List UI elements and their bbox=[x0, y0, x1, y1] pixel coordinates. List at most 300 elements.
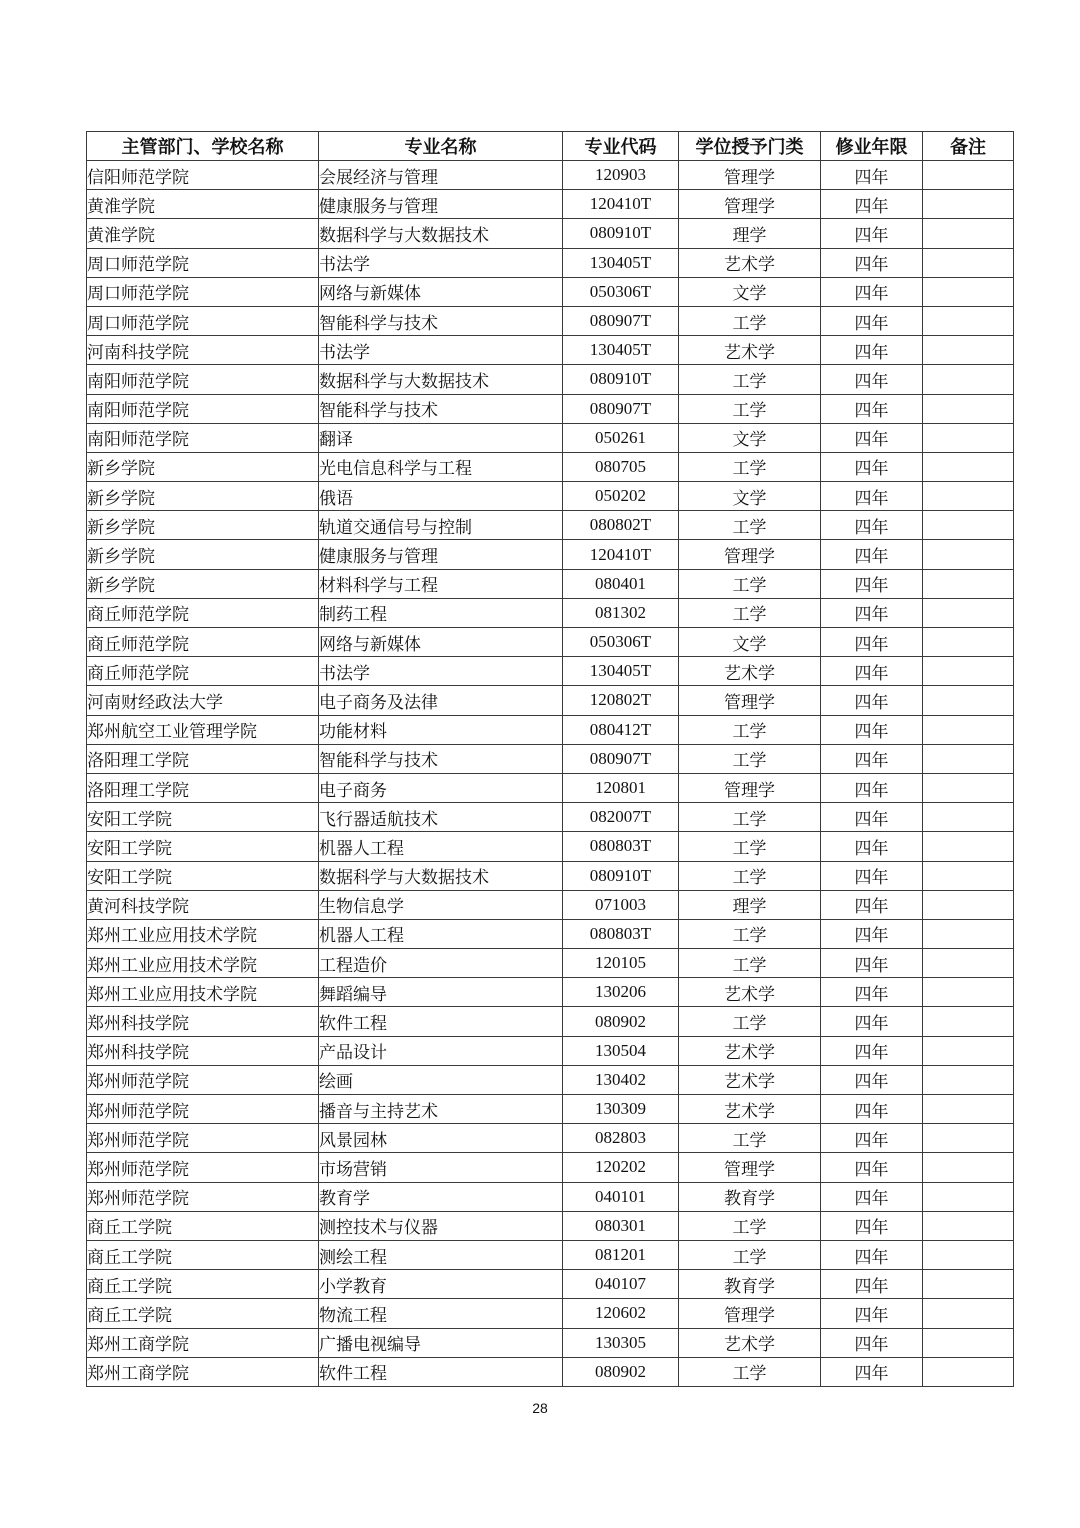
cell-degree-category: 工学 bbox=[679, 1240, 821, 1269]
cell-degree-category: 艺术学 bbox=[679, 1036, 821, 1065]
cell-major-name: 测控技术与仪器 bbox=[319, 1211, 563, 1240]
cell-study-years: 四年 bbox=[821, 1328, 923, 1357]
cell-major-code: 082007T bbox=[563, 803, 679, 832]
header-code: 专业代码 bbox=[563, 132, 679, 161]
cell-major-name: 电子商务及法律 bbox=[319, 686, 563, 715]
cell-study-years: 四年 bbox=[821, 1036, 923, 1065]
cell-study-years: 四年 bbox=[821, 336, 923, 365]
cell-degree-category: 工学 bbox=[679, 452, 821, 481]
table-row bbox=[87, 803, 1014, 832]
majors-table bbox=[86, 131, 1014, 1387]
cell-major-code: 080910T bbox=[563, 861, 679, 890]
cell-note bbox=[923, 482, 1014, 511]
cell-note bbox=[923, 1065, 1014, 1094]
cell-degree-category: 艺术学 bbox=[679, 1095, 821, 1124]
cell-school: 周口师范学院 bbox=[87, 248, 319, 277]
cell-degree-category: 教育学 bbox=[679, 1270, 821, 1299]
cell-note bbox=[923, 540, 1014, 569]
header-degree: 学位授予门类 bbox=[679, 132, 821, 161]
cell-school: 郑州科技学院 bbox=[87, 1007, 319, 1036]
cell-major-code: 080902 bbox=[563, 1007, 679, 1036]
cell-school: 南阳师范学院 bbox=[87, 394, 319, 423]
cell-study-years: 四年 bbox=[821, 452, 923, 481]
cell-major-name: 风景园林 bbox=[319, 1124, 563, 1153]
cell-degree-category: 工学 bbox=[679, 1007, 821, 1036]
table-row bbox=[87, 1007, 1014, 1036]
cell-study-years: 四年 bbox=[821, 598, 923, 627]
cell-note bbox=[923, 336, 1014, 365]
cell-degree-category: 工学 bbox=[679, 803, 821, 832]
cell-degree-category: 文学 bbox=[679, 628, 821, 657]
cell-school: 郑州师范学院 bbox=[87, 1124, 319, 1153]
cell-major-name: 材料科学与工程 bbox=[319, 569, 563, 598]
cell-note bbox=[923, 1357, 1014, 1386]
cell-school: 洛阳理工学院 bbox=[87, 773, 319, 802]
cell-note bbox=[923, 511, 1014, 540]
cell-major-name: 数据科学与大数据技术 bbox=[319, 861, 563, 890]
table-row bbox=[87, 365, 1014, 394]
cell-school: 新乡学院 bbox=[87, 482, 319, 511]
cell-school: 郑州工业应用技术学院 bbox=[87, 919, 319, 948]
cell-note bbox=[923, 832, 1014, 861]
cell-major-name: 工程造价 bbox=[319, 949, 563, 978]
table-row bbox=[87, 890, 1014, 919]
header-major: 专业名称 bbox=[319, 132, 563, 161]
cell-school: 安阳工学院 bbox=[87, 832, 319, 861]
cell-school: 新乡学院 bbox=[87, 540, 319, 569]
cell-major-code: 080301 bbox=[563, 1211, 679, 1240]
table-row bbox=[87, 598, 1014, 627]
cell-major-name: 书法学 bbox=[319, 336, 563, 365]
cell-study-years: 四年 bbox=[821, 949, 923, 978]
cell-note bbox=[923, 715, 1014, 744]
cell-major-code: 080910T bbox=[563, 365, 679, 394]
cell-major-code: 120602 bbox=[563, 1299, 679, 1328]
cell-study-years: 四年 bbox=[821, 1153, 923, 1182]
cell-major-name: 会展经济与管理 bbox=[319, 161, 563, 190]
cell-major-code: 080401 bbox=[563, 569, 679, 598]
header-note: 备注 bbox=[923, 132, 1014, 161]
cell-degree-category: 工学 bbox=[679, 1211, 821, 1240]
cell-study-years: 四年 bbox=[821, 482, 923, 511]
cell-degree-category: 管理学 bbox=[679, 161, 821, 190]
cell-degree-category: 工学 bbox=[679, 598, 821, 627]
cell-study-years: 四年 bbox=[821, 832, 923, 861]
cell-major-code: 080803T bbox=[563, 919, 679, 948]
table-row bbox=[87, 1211, 1014, 1240]
cell-degree-category: 管理学 bbox=[679, 1153, 821, 1182]
cell-note bbox=[923, 1299, 1014, 1328]
cell-study-years: 四年 bbox=[821, 978, 923, 1007]
cell-school: 郑州工业应用技术学院 bbox=[87, 949, 319, 978]
cell-school: 信阳师范学院 bbox=[87, 161, 319, 190]
table-row bbox=[87, 919, 1014, 948]
table-row bbox=[87, 1299, 1014, 1328]
cell-degree-category: 管理学 bbox=[679, 1299, 821, 1328]
cell-major-name: 智能科学与技术 bbox=[319, 306, 563, 335]
cell-major-code: 120802T bbox=[563, 686, 679, 715]
table-row bbox=[87, 190, 1014, 219]
cell-note bbox=[923, 803, 1014, 832]
cell-major-name: 数据科学与大数据技术 bbox=[319, 219, 563, 248]
cell-major-name: 测绘工程 bbox=[319, 1240, 563, 1269]
cell-school: 商丘工学院 bbox=[87, 1299, 319, 1328]
cell-degree-category: 管理学 bbox=[679, 773, 821, 802]
cell-major-name: 舞蹈编导 bbox=[319, 978, 563, 1007]
cell-study-years: 四年 bbox=[821, 1182, 923, 1211]
cell-major-code: 040101 bbox=[563, 1182, 679, 1211]
table-row bbox=[87, 482, 1014, 511]
cell-major-code: 050202 bbox=[563, 482, 679, 511]
cell-major-name: 飞行器适航技术 bbox=[319, 803, 563, 832]
cell-major-name: 软件工程 bbox=[319, 1007, 563, 1036]
cell-school: 安阳工学院 bbox=[87, 803, 319, 832]
cell-school: 黄淮学院 bbox=[87, 190, 319, 219]
table-row bbox=[87, 1065, 1014, 1094]
cell-school: 郑州工商学院 bbox=[87, 1328, 319, 1357]
table-row bbox=[87, 773, 1014, 802]
cell-major-name: 健康服务与管理 bbox=[319, 540, 563, 569]
cell-school: 商丘师范学院 bbox=[87, 598, 319, 627]
cell-major-name: 软件工程 bbox=[319, 1357, 563, 1386]
cell-degree-category: 艺术学 bbox=[679, 978, 821, 1007]
cell-degree-category: 工学 bbox=[679, 569, 821, 598]
cell-degree-category: 艺术学 bbox=[679, 336, 821, 365]
cell-note bbox=[923, 1007, 1014, 1036]
cell-note bbox=[923, 1328, 1014, 1357]
cell-degree-category: 管理学 bbox=[679, 540, 821, 569]
cell-note bbox=[923, 277, 1014, 306]
cell-degree-category: 文学 bbox=[679, 277, 821, 306]
cell-study-years: 四年 bbox=[821, 1007, 923, 1036]
table-row bbox=[87, 248, 1014, 277]
cell-note bbox=[923, 1211, 1014, 1240]
cell-study-years: 四年 bbox=[821, 569, 923, 598]
cell-major-code: 081201 bbox=[563, 1240, 679, 1269]
cell-school: 商丘工学院 bbox=[87, 1240, 319, 1269]
cell-major-code: 120105 bbox=[563, 949, 679, 978]
cell-school: 郑州师范学院 bbox=[87, 1182, 319, 1211]
cell-study-years: 四年 bbox=[821, 1270, 923, 1299]
table-row bbox=[87, 657, 1014, 686]
cell-major-name: 制药工程 bbox=[319, 598, 563, 627]
cell-major-name: 机器人工程 bbox=[319, 832, 563, 861]
cell-study-years: 四年 bbox=[821, 773, 923, 802]
table-row bbox=[87, 628, 1014, 657]
cell-study-years: 四年 bbox=[821, 919, 923, 948]
cell-major-code: 130206 bbox=[563, 978, 679, 1007]
table-row bbox=[87, 540, 1014, 569]
cell-major-name: 健康服务与管理 bbox=[319, 190, 563, 219]
cell-school: 郑州航空工业管理学院 bbox=[87, 715, 319, 744]
cell-major-code: 120410T bbox=[563, 540, 679, 569]
table-row bbox=[87, 1357, 1014, 1386]
cell-school: 郑州师范学院 bbox=[87, 1153, 319, 1182]
table-row bbox=[87, 861, 1014, 890]
cell-degree-category: 工学 bbox=[679, 832, 821, 861]
cell-major-code: 081302 bbox=[563, 598, 679, 627]
cell-note bbox=[923, 248, 1014, 277]
cell-study-years: 四年 bbox=[821, 1357, 923, 1386]
table-header-row bbox=[87, 132, 1014, 161]
cell-major-name: 绘画 bbox=[319, 1065, 563, 1094]
cell-note bbox=[923, 744, 1014, 773]
cell-major-name: 书法学 bbox=[319, 248, 563, 277]
table-row bbox=[87, 949, 1014, 978]
cell-study-years: 四年 bbox=[821, 715, 923, 744]
cell-note bbox=[923, 686, 1014, 715]
cell-study-years: 四年 bbox=[821, 306, 923, 335]
table-row bbox=[87, 336, 1014, 365]
cell-major-name: 生物信息学 bbox=[319, 890, 563, 919]
cell-major-name: 机器人工程 bbox=[319, 919, 563, 948]
cell-note bbox=[923, 773, 1014, 802]
cell-study-years: 四年 bbox=[821, 365, 923, 394]
cell-study-years: 四年 bbox=[821, 394, 923, 423]
cell-school: 新乡学院 bbox=[87, 569, 319, 598]
cell-school: 南阳师范学院 bbox=[87, 423, 319, 452]
cell-major-code: 040107 bbox=[563, 1270, 679, 1299]
cell-note bbox=[923, 1240, 1014, 1269]
table-row bbox=[87, 1328, 1014, 1357]
table-row bbox=[87, 219, 1014, 248]
cell-study-years: 四年 bbox=[821, 511, 923, 540]
cell-school: 新乡学院 bbox=[87, 511, 319, 540]
cell-note bbox=[923, 190, 1014, 219]
cell-study-years: 四年 bbox=[821, 248, 923, 277]
cell-school: 商丘师范学院 bbox=[87, 628, 319, 657]
cell-major-name: 产品设计 bbox=[319, 1036, 563, 1065]
cell-degree-category: 艺术学 bbox=[679, 248, 821, 277]
cell-major-name: 市场营销 bbox=[319, 1153, 563, 1182]
cell-study-years: 四年 bbox=[821, 1240, 923, 1269]
cell-major-name: 翻译 bbox=[319, 423, 563, 452]
cell-note bbox=[923, 1124, 1014, 1153]
cell-major-code: 120410T bbox=[563, 190, 679, 219]
cell-major-name: 电子商务 bbox=[319, 773, 563, 802]
table-row bbox=[87, 306, 1014, 335]
cell-school: 郑州工商学院 bbox=[87, 1357, 319, 1386]
table-row bbox=[87, 832, 1014, 861]
table-row bbox=[87, 1036, 1014, 1065]
cell-major-name: 广播电视编导 bbox=[319, 1328, 563, 1357]
cell-school: 周口师范学院 bbox=[87, 306, 319, 335]
cell-note bbox=[923, 452, 1014, 481]
cell-major-name: 网络与新媒体 bbox=[319, 277, 563, 306]
cell-study-years: 四年 bbox=[821, 1299, 923, 1328]
cell-major-code: 130405T bbox=[563, 248, 679, 277]
table-row bbox=[87, 1124, 1014, 1153]
cell-school: 河南科技学院 bbox=[87, 336, 319, 365]
table-row bbox=[87, 1153, 1014, 1182]
cell-school: 郑州工业应用技术学院 bbox=[87, 978, 319, 1007]
cell-school: 黄淮学院 bbox=[87, 219, 319, 248]
cell-study-years: 四年 bbox=[821, 277, 923, 306]
cell-study-years: 四年 bbox=[821, 744, 923, 773]
table-row bbox=[87, 569, 1014, 598]
table-row bbox=[87, 423, 1014, 452]
cell-study-years: 四年 bbox=[821, 423, 923, 452]
cell-major-code: 080907T bbox=[563, 306, 679, 335]
table-row bbox=[87, 161, 1014, 190]
cell-study-years: 四年 bbox=[821, 628, 923, 657]
cell-major-name: 功能材料 bbox=[319, 715, 563, 744]
cell-note bbox=[923, 365, 1014, 394]
cell-study-years: 四年 bbox=[821, 861, 923, 890]
table-row bbox=[87, 1182, 1014, 1211]
cell-major-code: 050261 bbox=[563, 423, 679, 452]
cell-school: 郑州师范学院 bbox=[87, 1065, 319, 1094]
cell-note bbox=[923, 949, 1014, 978]
cell-degree-category: 工学 bbox=[679, 861, 821, 890]
cell-major-code: 130405T bbox=[563, 657, 679, 686]
cell-note bbox=[923, 919, 1014, 948]
cell-degree-category: 艺术学 bbox=[679, 657, 821, 686]
cell-degree-category: 理学 bbox=[679, 890, 821, 919]
cell-degree-category: 工学 bbox=[679, 1124, 821, 1153]
cell-note bbox=[923, 569, 1014, 598]
cell-school: 商丘师范学院 bbox=[87, 657, 319, 686]
cell-note bbox=[923, 161, 1014, 190]
cell-degree-category: 理学 bbox=[679, 219, 821, 248]
cell-major-code: 080412T bbox=[563, 715, 679, 744]
cell-note bbox=[923, 1270, 1014, 1299]
cell-note bbox=[923, 423, 1014, 452]
cell-note bbox=[923, 598, 1014, 627]
cell-school: 黄河科技学院 bbox=[87, 890, 319, 919]
cell-study-years: 四年 bbox=[821, 657, 923, 686]
cell-study-years: 四年 bbox=[821, 161, 923, 190]
cell-major-code: 130305 bbox=[563, 1328, 679, 1357]
cell-note bbox=[923, 1153, 1014, 1182]
cell-degree-category: 工学 bbox=[679, 744, 821, 773]
cell-major-code: 120202 bbox=[563, 1153, 679, 1182]
cell-note bbox=[923, 628, 1014, 657]
cell-major-name: 物流工程 bbox=[319, 1299, 563, 1328]
cell-degree-category: 文学 bbox=[679, 423, 821, 452]
cell-degree-category: 工学 bbox=[679, 394, 821, 423]
cell-degree-category: 教育学 bbox=[679, 1182, 821, 1211]
table-row bbox=[87, 1095, 1014, 1124]
table-row bbox=[87, 277, 1014, 306]
cell-major-code: 080910T bbox=[563, 219, 679, 248]
cell-major-name: 智能科学与技术 bbox=[319, 744, 563, 773]
cell-degree-category: 工学 bbox=[679, 715, 821, 744]
cell-note bbox=[923, 219, 1014, 248]
cell-major-name: 俄语 bbox=[319, 482, 563, 511]
cell-study-years: 四年 bbox=[821, 890, 923, 919]
cell-school: 郑州师范学院 bbox=[87, 1095, 319, 1124]
cell-study-years: 四年 bbox=[821, 1211, 923, 1240]
cell-study-years: 四年 bbox=[821, 540, 923, 569]
cell-major-name: 光电信息科学与工程 bbox=[319, 452, 563, 481]
cell-major-name: 书法学 bbox=[319, 657, 563, 686]
cell-major-code: 080705 bbox=[563, 452, 679, 481]
table-row bbox=[87, 686, 1014, 715]
table-row bbox=[87, 744, 1014, 773]
cell-school: 南阳师范学院 bbox=[87, 365, 319, 394]
cell-school: 商丘工学院 bbox=[87, 1211, 319, 1240]
cell-study-years: 四年 bbox=[821, 190, 923, 219]
cell-study-years: 四年 bbox=[821, 803, 923, 832]
table-row bbox=[87, 978, 1014, 1007]
cell-note bbox=[923, 1182, 1014, 1211]
cell-major-code: 080907T bbox=[563, 744, 679, 773]
cell-major-name: 数据科学与大数据技术 bbox=[319, 365, 563, 394]
cell-note bbox=[923, 394, 1014, 423]
cell-major-code: 080803T bbox=[563, 832, 679, 861]
cell-degree-category: 管理学 bbox=[679, 686, 821, 715]
cell-note bbox=[923, 978, 1014, 1007]
cell-major-code: 130405T bbox=[563, 336, 679, 365]
cell-degree-category: 艺术学 bbox=[679, 1065, 821, 1094]
cell-degree-category: 工学 bbox=[679, 949, 821, 978]
cell-school: 商丘工学院 bbox=[87, 1270, 319, 1299]
cell-degree-category: 工学 bbox=[679, 511, 821, 540]
cell-major-name: 网络与新媒体 bbox=[319, 628, 563, 657]
cell-major-code: 082803 bbox=[563, 1124, 679, 1153]
table-row bbox=[87, 1270, 1014, 1299]
cell-degree-category: 艺术学 bbox=[679, 1328, 821, 1357]
cell-major-code: 080802T bbox=[563, 511, 679, 540]
table-row bbox=[87, 394, 1014, 423]
cell-major-name: 轨道交通信号与控制 bbox=[319, 511, 563, 540]
cell-major-code: 130504 bbox=[563, 1036, 679, 1065]
cell-major-code: 050306T bbox=[563, 277, 679, 306]
table-body bbox=[87, 161, 1014, 1387]
table-row bbox=[87, 1240, 1014, 1269]
cell-note bbox=[923, 657, 1014, 686]
table-row bbox=[87, 452, 1014, 481]
cell-degree-category: 工学 bbox=[679, 365, 821, 394]
cell-school: 安阳工学院 bbox=[87, 861, 319, 890]
cell-major-code: 120903 bbox=[563, 161, 679, 190]
cell-study-years: 四年 bbox=[821, 219, 923, 248]
cell-major-code: 080902 bbox=[563, 1357, 679, 1386]
cell-major-code: 130402 bbox=[563, 1065, 679, 1094]
cell-degree-category: 工学 bbox=[679, 1357, 821, 1386]
cell-major-name: 教育学 bbox=[319, 1182, 563, 1211]
header-school: 主管部门、学校名称 bbox=[87, 132, 319, 161]
cell-major-code: 130309 bbox=[563, 1095, 679, 1124]
cell-study-years: 四年 bbox=[821, 686, 923, 715]
cell-degree-category: 工学 bbox=[679, 306, 821, 335]
cell-note bbox=[923, 306, 1014, 335]
cell-degree-category: 管理学 bbox=[679, 190, 821, 219]
cell-school: 洛阳理工学院 bbox=[87, 744, 319, 773]
cell-major-code: 080907T bbox=[563, 394, 679, 423]
cell-study-years: 四年 bbox=[821, 1065, 923, 1094]
cell-major-code: 120801 bbox=[563, 773, 679, 802]
cell-major-name: 智能科学与技术 bbox=[319, 394, 563, 423]
cell-note bbox=[923, 1036, 1014, 1065]
cell-note bbox=[923, 861, 1014, 890]
cell-major-code: 050306T bbox=[563, 628, 679, 657]
table-row bbox=[87, 715, 1014, 744]
cell-major-name: 小学教育 bbox=[319, 1270, 563, 1299]
cell-major-name: 播音与主持艺术 bbox=[319, 1095, 563, 1124]
table-row bbox=[87, 511, 1014, 540]
cell-note bbox=[923, 1095, 1014, 1124]
cell-degree-category: 文学 bbox=[679, 482, 821, 511]
cell-school: 郑州科技学院 bbox=[87, 1036, 319, 1065]
cell-study-years: 四年 bbox=[821, 1124, 923, 1153]
cell-school: 河南财经政法大学 bbox=[87, 686, 319, 715]
cell-study-years: 四年 bbox=[821, 1095, 923, 1124]
cell-note bbox=[923, 890, 1014, 919]
cell-major-code: 071003 bbox=[563, 890, 679, 919]
header-years: 修业年限 bbox=[821, 132, 923, 161]
